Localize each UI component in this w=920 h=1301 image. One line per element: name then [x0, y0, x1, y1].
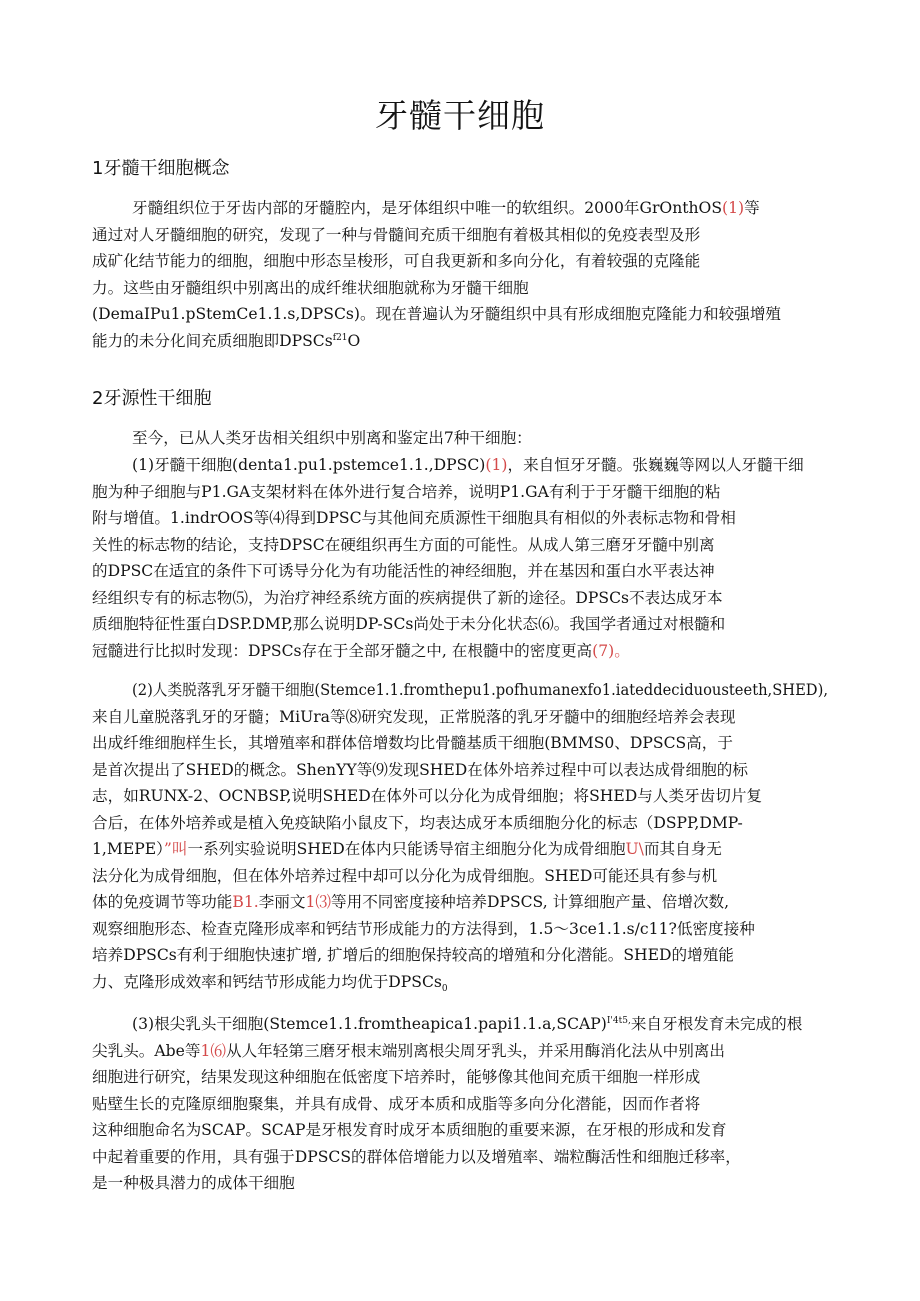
text-line: 来自儿童脱落乳牙的牙髓；MiUra等⑻研究发现，正常脱落的乳牙牙髓中的细胞经培养会表现: [92, 707, 736, 726]
section-heading-2: 2牙源性干细胞: [92, 388, 212, 409]
citation-ref: U\: [625, 840, 644, 858]
citation-ref: 1⑹: [200, 1041, 226, 1060]
paragraph-intro: [92, 425, 828, 452]
text-run: 等: [744, 199, 760, 217]
text-line: [92, 638, 828, 665]
text-run: 来自牙根发育未完成的根: [630, 1015, 803, 1033]
text-line: 中起着重要的作用，具有强于DPSCS的群体倍增能力以及增殖率、端粒酶活性和细胞迁移率，: [92, 1147, 741, 1166]
paragraph-dpsc-concept: [92, 195, 828, 354]
text-run: ，来自恒牙牙髓。张巍巍等网以人牙髓干细: [507, 456, 804, 474]
text-line: 关性的标志物的结论，支持DPSC在硬组织再生方面的可能性。从成人第三磨牙牙髓中别离: [92, 535, 715, 554]
text-run: 等用不同密度接种培养DPSCS, 计算细胞产量、倍增次数,: [331, 893, 730, 911]
citation-ref: (1): [485, 456, 508, 474]
text-line: 法分化为成骨细胞，但在体外培养过程中却可以分化为成骨细胞。SHED可能还具有参与机: [92, 866, 718, 885]
citation-ref: 1⑶: [305, 893, 332, 911]
text-run: 体的免疫调节等功能: [92, 893, 233, 911]
text-run: 1,MEPE）: [92, 840, 164, 858]
text-line: 通过对人牙髓细胞的研究，发现了一种与骨髓间充质干细胞有着极其相似的免疫表型及形: [92, 225, 701, 244]
text-line: 胞为种子细胞与P1.GA支架材料在体外进行复合培养，说明P1.GA有利于于牙髓干细胞的粘: [92, 482, 721, 501]
page-title: 牙髓干细胞: [375, 96, 545, 135]
text-run: 李丽文: [258, 893, 306, 911]
text-line: 细胞进行研究，结果发现这种细胞在低密度下培养时，能够像其他间充质干细胞一样形成: [92, 1068, 701, 1086]
text-line: [92, 452, 828, 479]
text-line: 质细胞特征性蛋白DSP.DMP,那么说明DP-SCs尚处于未分化状态⑹。我国学者通过对根髓和: [92, 615, 726, 633]
text-line: 贴壁生长的克隆原细胞聚集，并具有成骨、成牙本质和成脂等多向分化潜能，因而作者将: [92, 1094, 701, 1113]
text-run: 力、克隆形成效率和钙结节形成能力均优于DPSCs: [92, 972, 442, 991]
text-line: 力。这些由牙髓组织中别离出的成纤维状细胞就称为牙髓干细胞: [92, 278, 529, 297]
paragraph-scap: [92, 1011, 828, 1197]
text-line: 的DPSC在适宜的条件下可诱导分化为有功能活性的神经细胞，并在基因和蛋白水平表达神: [92, 562, 715, 580]
section-heading-1: 1牙髓干细胞概念: [92, 158, 230, 179]
text-run: 尖乳头。Abe等: [92, 1041, 201, 1060]
text-line: 这种细胞命名为SCAP。SCAP是牙根发育时成牙本质细胞的重要来源，在牙根的形成和发育: [92, 1121, 727, 1139]
text-line: [92, 1011, 828, 1038]
text-line: 成矿化结节能力的细胞，细胞中形态呈梭形，可自我更新和多向分化，有着较强的克隆能: [92, 252, 701, 270]
citation-sup: f21: [332, 332, 348, 343]
text-run: 能力的未分化间充质细胞即DPSCs: [92, 331, 333, 350]
paragraph-dpsc: [92, 452, 828, 664]
text-line: 至今，已从人类牙齿相关组织中别离和鉴定出7种干细胞：: [132, 429, 532, 447]
text-line: [92, 836, 828, 863]
text-line: 观察细胞形态、检查克隆形成率和钙结节形成能力的方法得到，1.5～3ce1.1.s∕c11?低密度接种: [92, 919, 755, 938]
text-line: [92, 195, 828, 222]
citation-ref: (1): [722, 199, 745, 217]
citation-ref: ”叫: [163, 840, 188, 858]
text-line: [92, 969, 828, 996]
text-line: [92, 328, 828, 355]
text-run: O: [347, 331, 361, 350]
text-line: 经组织专有的标志物⑸，为治疗神经系统方面的疾病提供了新的途径。DPSCs不表达成牙本: [92, 588, 723, 607]
text-line: 合后，在体外培养或是植入免疫缺陷小鼠皮下，均表达成牙本质细胞分化的标志（DSPP,DMP-: [92, 813, 743, 832]
text-line: [92, 1038, 828, 1065]
text-run: 冠髓进行比拟时发现：DPSCs存在于全部牙髓之中, 在根髓中的密度更高: [92, 641, 593, 660]
text-run: 而其自身无: [643, 840, 722, 858]
citation-sup: I'4t5,: [606, 1015, 631, 1026]
text-line: 附与增值。1.indrOOS等⑷得到DPSC与其他间充质源性干细胞具有相似的外表标志物和骨相: [92, 509, 736, 527]
text-run: 一系列实验说明SHED在体内只能诱导宿主细胞分化为成骨细胞: [187, 840, 626, 858]
citation-ref: B1.: [232, 893, 259, 911]
paragraph-shed: [92, 677, 828, 995]
text-line: [92, 889, 828, 916]
text-line: 是一种极具潜力的成体干细胞: [92, 1174, 295, 1192]
text-line: 培养DPSCs有利于细胞快速扩增, 扩增后的细胞保持较高的增殖和分化潜能。SHED的增殖能: [92, 946, 734, 964]
text-run: 从人年轻第三磨牙根末端别离根尖周牙乳头，并采用酶消化法从中别离出: [225, 1041, 725, 1060]
text-line: 是首次提出了SHED的概念。ShenYY等⑼发现SHED在体外培养过程中可以表达成骨细胞的标: [92, 760, 748, 779]
text-run: (1)牙髓干细胞(denta1.pu1.pstemce1.1.,DPSC): [132, 456, 486, 474]
text-run: 牙髓组织位于牙齿内部的牙髓腔内，是牙体组织中唯一的软组织。2000年GrOnthOS: [132, 199, 723, 217]
text-line: (2)人类脱落乳牙牙髓干细胞(Stemce1.1.fromthepu1.pofhumanexfo1.iateddeciduousteeth,SHED),: [132, 681, 828, 699]
text-line: 出成纤维细胞样生长，其增殖率和群体倍增数均比骨髓基质干细胞(BMMS0、DPSCS高，于: [92, 734, 733, 752]
text-run: (3)根尖乳头干细胞(Stemce1.1.fromtheapica1.papi1.1.a,SCAP): [132, 1015, 607, 1033]
subscript: 0: [441, 983, 448, 994]
text-line: (DemaIPu1.pStemCe1.1.s,DPSCs)。现在普遍认为牙髓组织中具有形成细胞克隆能力和较强增殖: [92, 305, 782, 323]
citation-ref: (7)。: [592, 641, 630, 660]
text-line: 志，如RUNX-2、OCNBSP,说明SHED在体外可以分化为成骨细胞；将SHED与人类牙齿切片复: [92, 787, 763, 805]
